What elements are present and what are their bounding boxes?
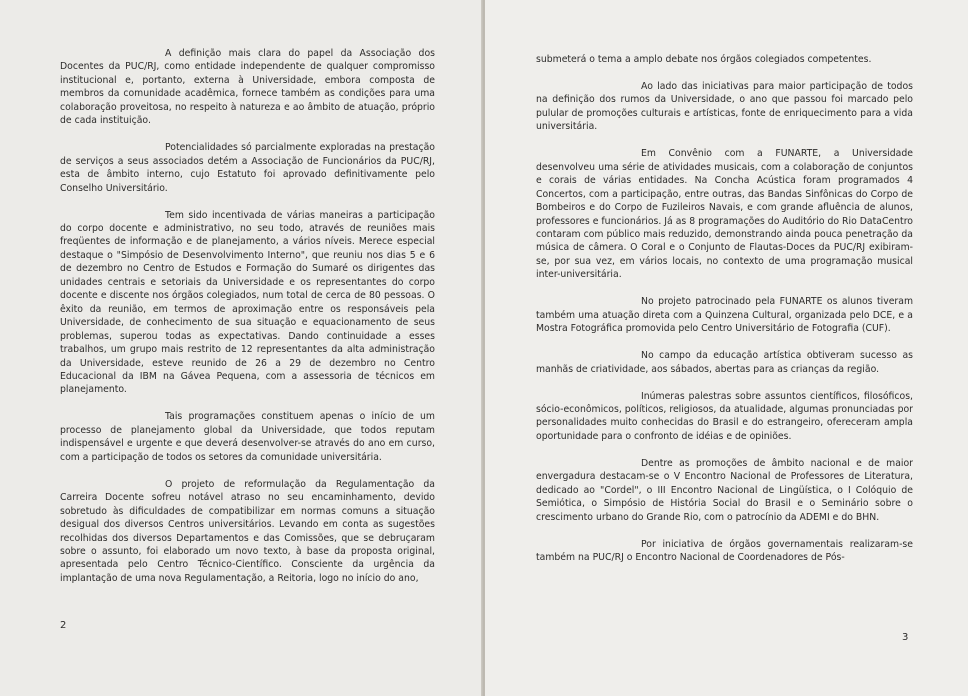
paragraph: No projeto patrocinado pela FUNARTE os alunos tiveram também uma atuação direta com a Quinzena Cultural, organizada pelo DCE, e a Mostra Fotográfica promovida pelo Centro Universitário de Fotografia (CUF).	[536, 296, 913, 335]
paragraph: Tem sido incentivada de várias maneiras a participação do corpo docente e administrativo, no seu todo, através de reuniões mais freqüentes de informação e de planejamento, a vários níveis. Merece especial destaque o "Simpósio de Desenvolvimento Interno", que reuniu nos dias 5 e 6 de dezembro no Centro de Estudos e Formação do Sumaré os dirigentes das unidades centrais e setoriais da Universidade e os representantes do corpo docente e discente nos órgãos colegiados, num total de cerca de 80 pessoas. O êxito da reunião, em termos de aproximação entre os responsáveis pela Universidade, de conhecimento de sua situação e equacionamento de seus problemas, superou todas as expectativas. Dando continuidade a esses trabalhos, um grupo mais restrito de 12 representantes da alta administração da Universidade, esteve reunido de 26 a 29 de dezembro no Centro Educacional da IBM na Gávea Pequena, com a assessoria de técnicos em planejamento.	[60, 209, 435, 396]
paragraph: No campo da educação artística obtiveram sucesso as manhãs de criatividade, aos sábados, abertas para as crianças da região.	[536, 350, 913, 375]
paragraph: Dentre as promoções de âmbito nacional e de maior envergadura destacam-se o V Encontro Nacional de Professores de Literatura, dedicado ao "Cordel", o III Encontro Nacional de Lingüística, o I Colóquio de Semiótica, o Simpósio de História Social do Brasil e o Seminário sobre o crescimento urbano do Grande Rio, com o patrocínio da ADEMI e do BHN.	[536, 457, 913, 523]
paragraph: Inúmeras palestras sobre assuntos científicos, filosóficos, sócio-econômicos, políticos, religiosos, da atualidade, algumas pronunciadas por personalidades muito conhecidas do Brasil e do estrangeiro, ofereceram ampla oportunidade para o confronto de idéias e de opiniões.	[536, 390, 913, 442]
left-page	[0, 0, 483, 696]
page-number: 3	[902, 632, 909, 643]
paragraph: Ao lado das iniciativas para maior participação de todos na definição dos rumos da Universidade, o ano que passou foi marcado pelo pulular de promoções culturais e artísticas, fonte de enriquecimento para a vida universitária.	[536, 80, 913, 133]
right-page-text	[536, 53, 913, 578]
paragraph: Por iniciativa de órgãos governamentais realizaram-se também na PUC/RJ o Encontro Nacional de Coordenadores de Pós-	[536, 538, 913, 564]
continued-paragraph: submeterá o tema a amplo debate nos órgãos colegiados competentes.	[536, 54, 872, 65]
right-page	[485, 0, 968, 696]
left-page-text	[60, 47, 435, 599]
paragraph: Potencialidades só parcialmente exploradas na prestação de serviços a seus associados detém a Associação de Funcionários da PUC/RJ, esta de âmbito interno, cujo Estatuto foi aprovado definitivamente pelo Conselho Universitário.	[60, 142, 435, 194]
paragraph: O projeto de reformulação da Regulamentação da Carreira Docente sofreu notável atraso no seu encaminhamento, devido sobretudo às dificuldades de compatibilizar em normas comuns a situação desigual dos diversos Centros universitários. Levando em conta as sugestões recolhidas dos diversos Departamentos e das Comissões, que se debruçaram sobre o assunto, foi elaborado um novo texto, à base da proposta original, apresentada pelo Centro Técnico-Científico. Consciente da urgência da implantação de uma nova Regulamentação, a Reitoria, logo no início do ano,	[60, 478, 435, 584]
paragraph: A definição mais clara do papel da Associação dos Docentes da PUC/RJ, como entidade independente de qualquer compromisso institucional e, portanto, externa à Universidade, embora composta de membros da comunidade acadêmica, fornece também as condições para uma colaboração proveitosa, no respeito à natureza e ao âmbito de atuação, próprio de cada instituição.	[60, 48, 435, 127]
page-number: 2	[60, 620, 67, 631]
paragraph: Tais programações constituem apenas o início de um processo de planejamento global da Universidade, que todos reputam indispensável e urgente e que deverá desenvolver-se através do ano em curso, com a participação de todos os setores da comunidade universitária.	[60, 411, 435, 463]
paragraph: Em Convênio com a FUNARTE, a Universidade desenvolveu uma série de atividades musicais, com a colaboração de conjuntos e corais de várias entidades. Na Concha Acústica foram programados 4 Concertos, com a participação, entre outras, das Bandas Sinfônicas do Corpo de Bombeiros e do Corpo de Fuzileiros Navais, e com grande afluência de alunos, professores e funcionários. Já as 8 programações do Auditório do Rio DataCentro contaram com público mais reduzido, demonstrando ainda pouca penetração da música de câmera. O Coral e o Conjunto de Flautas-Doces da PUC/RJ exibiram-se, por sua vez, em vários locais, no contexto de uma programação musical inter-universitária.	[536, 148, 913, 281]
